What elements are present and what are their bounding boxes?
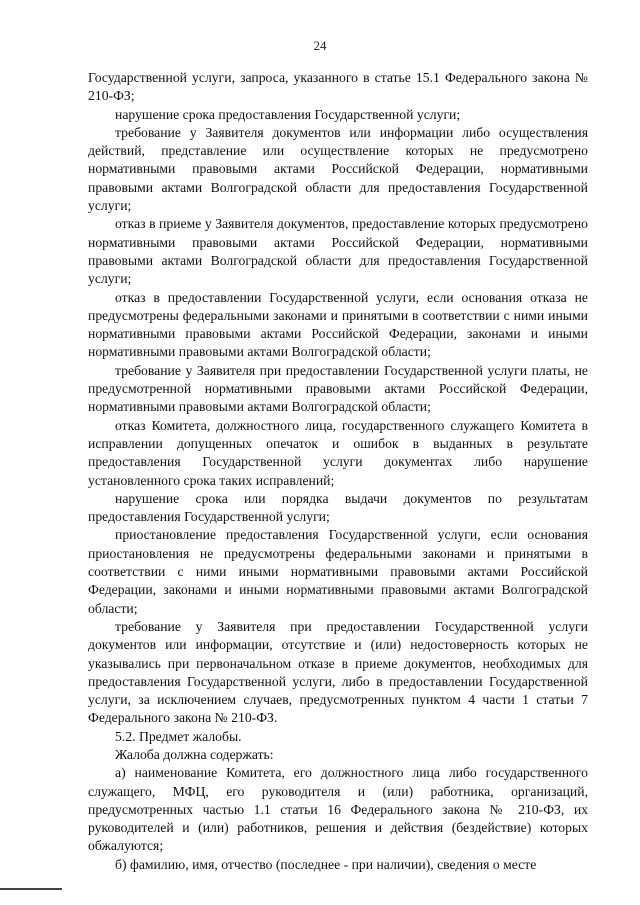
list-item: а) наименование Комитета, его должностного лица либо государственного служащего, МФЦ, его руководителя и (или) работника, организаций, предусмотренных частью 1.1 статьи 16 Федерального закона № 210-ФЗ, их руководителей и (или) работников, решения и действия (бездействие) которых обжалуются; xyxy=(88,765,588,854)
paragraph: требование у Заявителя документов или информации либо осуществления действий, представление или осуществление которых не предусмотрено нормативными правовыми актами Российской Федерации, нормативными правовыми актами Волгоградской области для предоставления Государственной услуги; xyxy=(88,124,588,214)
document-body xyxy=(88,69,588,874)
paragraph: приостановление предоставления Государственной услуги, если основания приостановления не предусмотрены федеральными законами и принятыми в соответствии с ними иными нормативными правовыми актами Российской Федерации, законами и иными нормативными правовыми актами Волгоградской области; xyxy=(88,527,588,616)
paragraph: требование у Заявителя при предоставлении Государственной услуги платы, не предусмотренной нормативными правовыми актами Российской Федерации, нормативными правовыми актами Волгоградской области; xyxy=(88,362,588,415)
paragraph: отказ в приеме у Заявителя документов, предоставление которых предусмотрено нормативными правовыми актами Российской Федерации, нормативными правовыми актами Волгоградской области для предоставления Государственной услуги; xyxy=(88,216,588,287)
paragraph: нарушение срока предоставления Государственной услуги; xyxy=(115,106,461,122)
paragraph: отказ в предоставлении Государственной услуги, если основания отказа не предусмотрены федеральными законами и принятыми в соответствии с ними иными нормативными правовыми актами Российской Федерации, законами и иными нормативными правовыми актами Волгоградской области; xyxy=(88,289,588,360)
paragraph: отказ Комитета, должностного лица, государственного служащего Комитета в исправлении допущенных опечаток и ошибок в выданных в результате предоставления Государственной услуги документах либо нарушение установленного срока таких исправлений; xyxy=(88,417,588,488)
list-item: б) фамилию, имя, отчество (последнее - при наличии), сведения о месте xyxy=(115,856,537,872)
paragraph: нарушение срока или порядка выдачи документов по результатам предоставления Государственной услуги; xyxy=(88,490,588,525)
paragraph: Жалоба должна содержать: xyxy=(115,746,274,762)
section-heading: 5.2. Предмет жалобы. xyxy=(115,728,242,744)
footer-rule xyxy=(0,888,62,890)
page-number: 24 xyxy=(313,38,327,53)
paragraph: требование у Заявителя при предоставлении Государственной услуги документов или информации, отсутствие и (или) недостоверность которых не указывались при первоначальном отказе в приеме документов, необходимых для предоставления Государственной услуги, либо в предоставлении Государственной услуги, за исключением случаев, предусмотренных пунктом 4 части 1 статьи 7 Федерального закона № 210-ФЗ. xyxy=(88,618,588,726)
paragraph: Государственной услуги, запроса, указанного в статье 15.1 Федерального закона № 210-ФЗ; xyxy=(88,70,588,104)
